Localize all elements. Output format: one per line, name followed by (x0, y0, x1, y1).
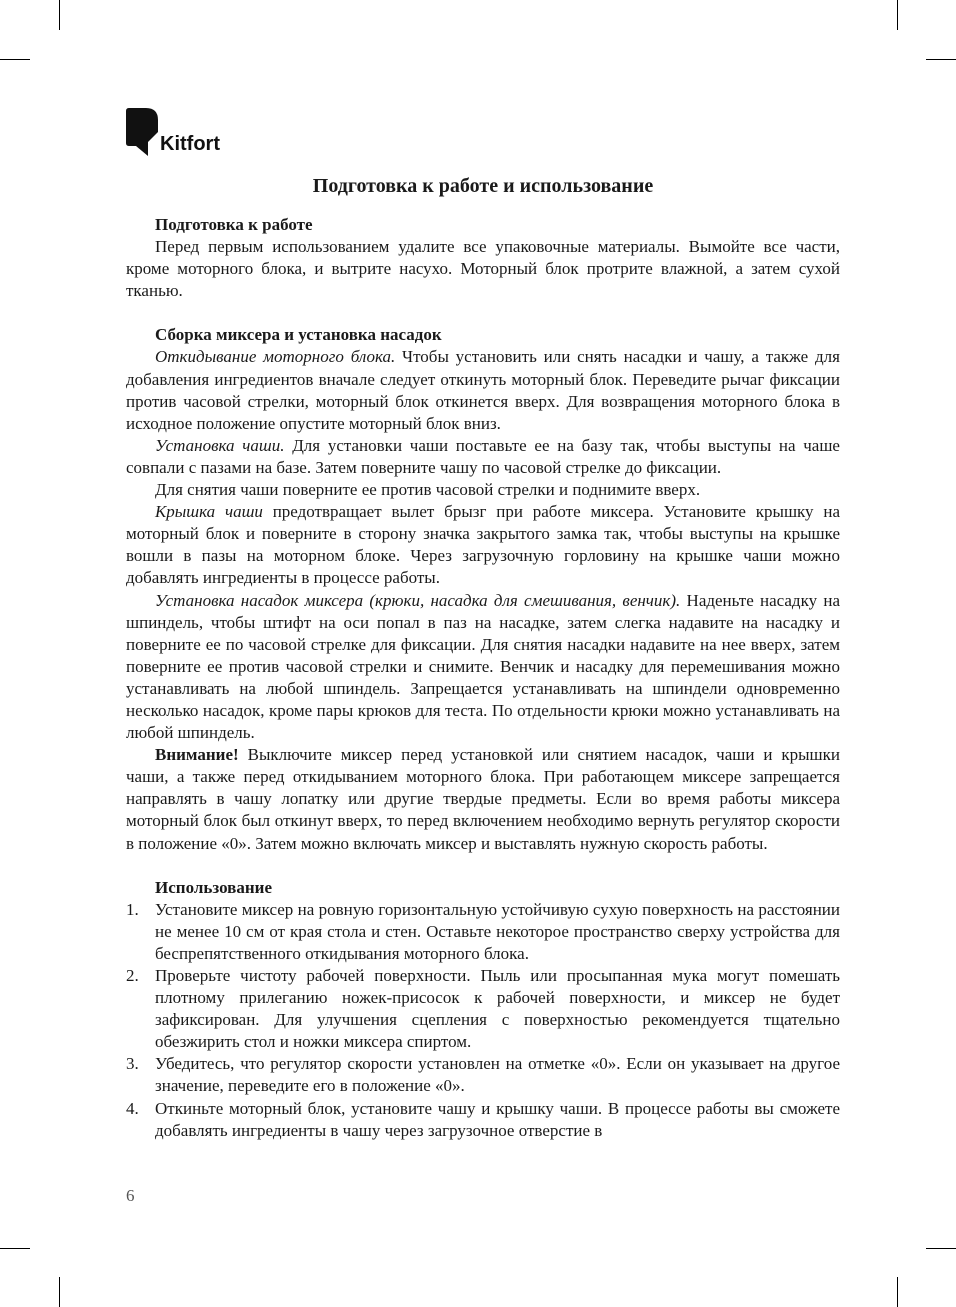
page-number: 6 (126, 1186, 135, 1205)
warning-paragraph: Внимание! Выключите миксер перед установкой или снятием насадок, чаши и крышки чаши, а также перед откидыванием моторного блока. При работающем миксере запрещается направлять в чашу лопатку или другие твердые предметы. Если во время работы миксера моторный блок был откинут вверх, то перед включением необходимо вернуть регулятор скорости в положение «0». Затем можно включать миксер и выставлять нужную скорость работы. (126, 745, 840, 853)
paragraph: Перед первым использованием удалите все упаковочные материалы. Вымойте все части, кроме моторного блока, и вытрите насухо. Моторный блок протрите влажной, а затем сухой тканью. (126, 237, 840, 301)
emphasis: Крышка чаши (155, 502, 263, 522)
section-heading-prep: Подготовка к работе (155, 215, 313, 234)
paragraph: Откидывание моторного блока. Чтобы установить или снять насадки и чашу, а также для добавления ингредиентов вначале следует откинуть моторный блок. Переведите рычаг фиксации против часовой стрелки, моторный блок откинется вверх. Для возвращения моторного блока в исходное положение опустите моторный блок вниз. (126, 347, 840, 433)
usage-steps-list (126, 899, 840, 1142)
paragraph: Установка чаши. Для установки чаши поставьте ее на базу так, чтобы выступы на чаше совпали с пазами на базе. Затем поверните чашу по часовой стрелке до фиксации. (126, 435, 840, 477)
emphasis: Откидывание моторного блока. (155, 347, 396, 367)
list-item: 3. Убедитесь, что регулятор скорости установлен на отметке «0». Если он указывает на другое значение, переведите его в положение «0». (126, 1054, 840, 1096)
crop-mark (59, 1277, 60, 1307)
crop-mark (926, 1248, 956, 1249)
emphasis: Установка насадок миксера (крюки, насадка для смешивания, венчик). (155, 590, 681, 610)
paragraph: Для снятия чаши поверните ее против часовой стрелки и поднимите вверх. (155, 480, 701, 500)
emphasis: Установка чаши. (155, 435, 285, 455)
list-item: 2. Проверьте чистоту рабочей поверхности. Пыль или просыпанная мука могут помешать плотному прилеганию ножек-присосок к рабочей поверхности, и миксер не будет зафиксирован. Для улучшения сцепления с поверхностью рекомендуется тщательно обезжирить стол и ножки миксера спиртом. (126, 966, 840, 1052)
kitfort-logo-icon (126, 108, 159, 156)
crop-mark (0, 59, 30, 60)
brand-logo (126, 108, 220, 156)
crop-mark (926, 59, 956, 60)
warning-label: Внимание! (155, 745, 239, 765)
crop-mark (897, 1277, 898, 1307)
list-item: 4. Откиньте моторный блок, установите чашу и крышку чаши. В процессе работы вы сможете добавлять ингредиенты в чашу через загрузочное отверстие в (126, 1098, 840, 1140)
section-heading-usage: Использование (155, 877, 272, 897)
list-item: 1. Установите миксер на ровную горизонтальную устойчивую сухую поверхность на расстоянии не менее 10 см от края стола и стен. Оставьте некоторое пространство сверху устройства для беспрепятственного откидывания моторного блока. (126, 899, 840, 963)
paragraph: Установка насадок миксера (крюки, насадка для смешивания, венчик). Наденьте насадку на шпиндель, чтобы штифт на оси попал в паз на насадке, затем слегка надавите на насадку и поверните ее по часовой стрелке для фиксации. Для снятия насадки надавите на нее вверх, затем поверните ее против часовой стрелки и снимите. Венчик и насадку для перемешивания можно устанавливать на любой шпиндель. Запрещается устанавливать на шпиндели одновременно несколько насадок, кроме пары крюков для теста. По отдельности крюки можно устанавливать на любой шпиндель. (126, 590, 841, 743)
document-body (126, 214, 840, 1142)
page-title: Подготовка к работе и использование (312, 175, 654, 197)
paragraph: Крышка чаши предотвращает вылет брызг при работе миксера. Установите крышку на моторный блок и поверните в сторону значка закрытого замка так, чтобы выступы на крышке вошли в пазы на моторном блоке. Через загрузочную горловину на крышке чаши можно добавлять ингредиенты в процессе работы. (126, 502, 840, 588)
brand-name: Kitfort (160, 133, 220, 155)
section-heading-assembly: Сборка миксера и установка насадок (155, 325, 442, 345)
crop-mark (0, 1248, 30, 1249)
crop-mark (59, 0, 60, 30)
crop-mark (897, 0, 898, 30)
